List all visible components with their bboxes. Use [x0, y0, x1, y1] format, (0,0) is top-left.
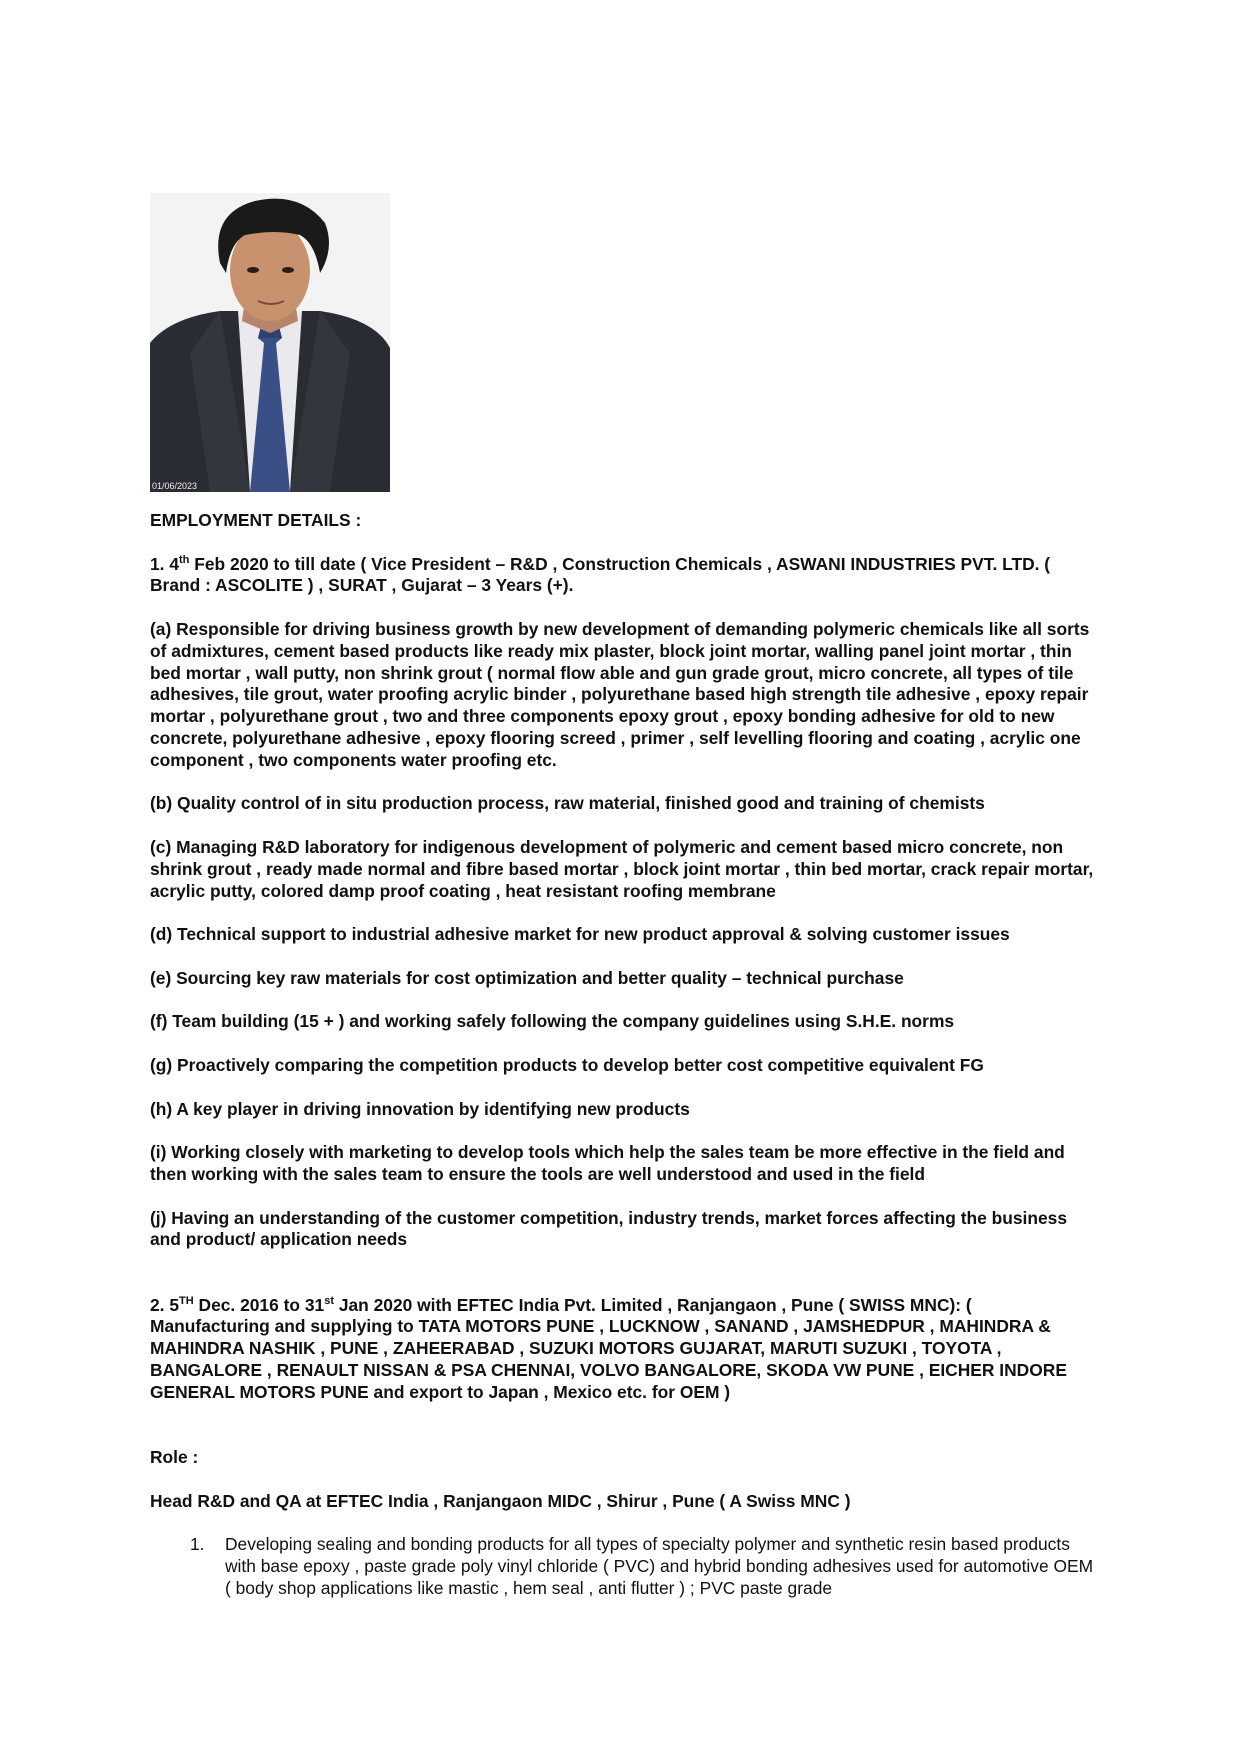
job1-point-f: (f) Team building (15 + ) and working safely following the company guidelines using S.H.E. norms	[150, 1011, 955, 1032]
employment-section	[150, 510, 1095, 1600]
job1-point-a: (a) Responsible for driving business growth by new development of demanding polymeric chemicals like all sorts of admixtures, cement based products like ready mix plaster, block joint mortar, walling panel joint mortar , thin bed mortar , wall putty, non shrink grout ( normal flow able and gun grade grout, micro concrete, all types of tile adhesives, tile grout, water proofing acrylic binder , polyurethane based high strength tile adhesive , epoxy repair mortar , polyurethane grout , two and three components epoxy grout , epoxy bonding adhesive for old to new concrete, polyurethane adhesive , epoxy flooring screed , primer , self levelling flooring and coating , acrylic one component , two components water proofing etc.	[150, 618, 1090, 770]
job1-sup: th	[179, 553, 190, 566]
employment-heading: EMPLOYMENT DETAILS :	[150, 510, 362, 530]
list-item	[190, 1534, 1095, 1599]
list-item-number: 1.	[190, 1534, 205, 1555]
job2-responsibility-list	[190, 1534, 1095, 1599]
job1-point-j: (j) Having an understanding of the customer competition, industry trends, market forces affecting the business and product/ application needs	[150, 1207, 1068, 1250]
job1-point-e: (e) Sourcing key raw materials for cost optimization and better quality – technical purchase	[150, 967, 904, 988]
job1-header	[150, 554, 1095, 598]
job1-point-h: (h) A key player in driving innovation by identifying new products	[150, 1098, 690, 1119]
job1-header-text: Feb 2020 to till date ( Vice President – R&D , Construction Chemicals , ASWANI INDUSTRIES PVT. LTD. ( Brand : ASCOLITE ) , SURAT , Gujarat – 3 Years (+).	[150, 553, 1051, 596]
job2-sup1: TH	[179, 1294, 194, 1307]
list-item-text: Developing sealing and bonding products for all types of specialty polymer and synthetic resin based products with base epoxy , paste grade poly vinyl chloride ( PVC) and hybrid bonding adhesives used for automotive OEM ( body shop applications like mastic , hem seal , anti flutter ) ; PVC paste grade	[225, 1534, 1094, 1599]
job2-role-title: Head R&D and QA at EFTEC India , Ranjangaon MIDC , Shirur , Pune ( A Swiss MNC )	[150, 1490, 851, 1511]
job1-point-i: (i) Working closely with marketing to develop tools which help the sales team be more effective in the field and then working with the sales team to ensure the tools are well understood and used in the field	[150, 1142, 1065, 1184]
job1-point-b: (b) Quality control of in situ production process, raw material, finished good and training of chemists	[150, 793, 985, 814]
job1-point-d: (d) Technical support to industrial adhesive market for new product approval & solving customer issues	[150, 924, 1010, 945]
job1-point-c: (c) Managing R&D laboratory for indigenous development of polymeric and cement based micro concrete, non shrink grout , ready made normal and fibre based mortar , block joint mortar , thin bed mortar, crack repair mortar, acrylic putty, colored damp proof coating , heat resistant roofing membrane	[150, 836, 1094, 901]
job1-prefix: 1. 4	[150, 553, 180, 574]
photo-date-stamp: 01/06/2023	[152, 481, 198, 491]
job2-role-label: Role :	[150, 1447, 199, 1468]
job2-mid: Dec. 2016 to 31	[193, 1294, 325, 1315]
profile-photo	[150, 193, 390, 492]
job1-point-g: (g) Proactively comparing the competition products to develop better cost competitive equivalent FG	[150, 1054, 984, 1075]
portrait-illustration	[150, 193, 390, 492]
job2-prefix: 2. 5	[150, 1294, 180, 1315]
job2-header-text: Jan 2020 with EFTEC India Pvt. Limited , Ranjangaon , Pune ( SWISS MNC): ( Manufacturing and supplying to TATA MOTORS PUNE , LUCKNOW , SANAND , JAMSHEDPUR , MAHINDRA & MAHINDRA NASHIK , PUNE , ZAHEERABAD , SUZUKI MOTORS GUJARAT, MARUTI SUZUKI , TOYOTA , BANGALORE , RENAULT NISSAN & PSA CHENNAI, VOLVO BANGALORE, SKODA VW PUNE , EICHER INDORE GENERAL MOTORS PUNE and export to Japan , Mexico etc. for OEM )	[150, 1294, 1067, 1402]
job2-sup2: st	[324, 1294, 334, 1307]
job2-header	[150, 1295, 1095, 1404]
